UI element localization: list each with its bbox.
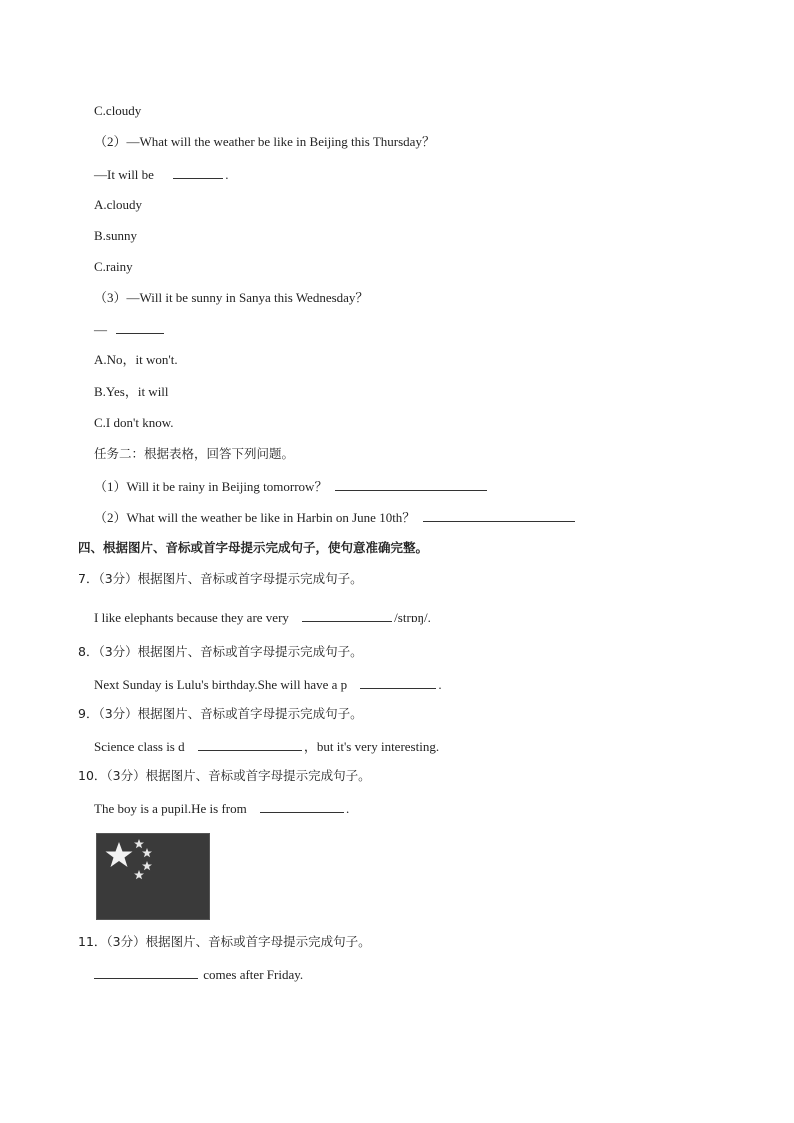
task2-1-blank[interactable]	[335, 478, 487, 491]
q6-3-option-a: A.No，it won't.	[94, 352, 178, 367]
q9-blank[interactable]	[198, 738, 302, 751]
q8-suffix: .	[438, 677, 442, 692]
q6-3-answer-prefix: —	[94, 322, 107, 337]
q10-blank[interactable]	[260, 800, 344, 813]
q11-suffix: comes after Friday.	[203, 967, 304, 982]
q11-blank[interactable]	[94, 966, 198, 979]
section-4-heading: 四、根据图片、音标或首字母提示完成句子，使句意准确完整。	[78, 540, 429, 555]
task2-2-blank[interactable]	[423, 509, 575, 522]
q7-heading: 7．（3分）根据图片、音标或首字母提示完成句子。	[78, 571, 363, 586]
q6-2-option-a: A.cloudy	[94, 197, 143, 212]
q9-sentence	[94, 738, 439, 755]
q7-phonetic: /strɒŋ/.	[394, 610, 431, 625]
q6-3-option-b: B.Yes，it will	[94, 384, 169, 399]
q11-sentence	[94, 966, 303, 983]
task2-heading: 任务二：根据表格，回答下列问题。	[94, 446, 295, 461]
task2-question-2-text: （2）What will the weather be like in Harbin on June 10th？	[94, 510, 416, 525]
q6-1-option-c: C.cloudy	[94, 103, 142, 118]
flag-background	[97, 834, 209, 919]
q10-sentence	[94, 800, 349, 817]
q7-text: I like elephants because they are very	[94, 610, 289, 625]
q6-3-blank[interactable]	[116, 321, 164, 334]
q7-sentence	[94, 609, 431, 626]
q8-blank[interactable]	[360, 676, 436, 689]
task2-question-1-text: （1）Will it be rainy in Beijing tomorrow？	[94, 479, 328, 494]
q9-suffix: ，but it's very interesting.	[303, 739, 440, 754]
q6-2-option-b: B.sunny	[94, 228, 137, 243]
q6-2-answer-suffix: .	[225, 167, 229, 182]
q8-sentence	[94, 676, 442, 693]
q6-2-answer	[94, 166, 228, 183]
q6-3-answer	[94, 321, 166, 338]
q6-2-option-c: C.rainy	[94, 259, 133, 274]
q8-text: Next Sunday is Lulu's birthday.She will have a p	[94, 677, 348, 692]
task2-question-1	[94, 478, 489, 495]
q9-heading: 9．（3分）根据图片、音标或首字母提示完成句子。	[78, 706, 363, 721]
q9-text: Science class is d	[94, 739, 185, 754]
flag-graphic	[97, 834, 209, 919]
q7-blank[interactable]	[302, 609, 392, 622]
china-flag-icon	[96, 833, 210, 920]
q6-2-answer-prefix: —It will be	[94, 167, 154, 182]
q11-heading: 11．（3分）根据图片、音标或首字母提示完成句子。	[78, 934, 371, 949]
q6-3-question: （3）—Will it be sunny in Sanya this Wednesday？	[94, 290, 369, 305]
q8-heading: 8．（3分）根据图片、音标或首字母提示完成句子。	[78, 644, 363, 659]
q6-2-blank[interactable]	[173, 166, 223, 179]
q10-heading: 10．（3分）根据图片、音标或首字母提示完成句子。	[78, 768, 371, 783]
q10-text: The boy is a pupil.He is from	[94, 801, 247, 816]
task2-question-2	[94, 509, 577, 526]
q6-2-question: （2）—What will the weather be like in Beijing this Thursday？	[94, 134, 435, 149]
q6-3-option-c: C.I don't know.	[94, 415, 174, 430]
q10-suffix: .	[345, 801, 350, 816]
